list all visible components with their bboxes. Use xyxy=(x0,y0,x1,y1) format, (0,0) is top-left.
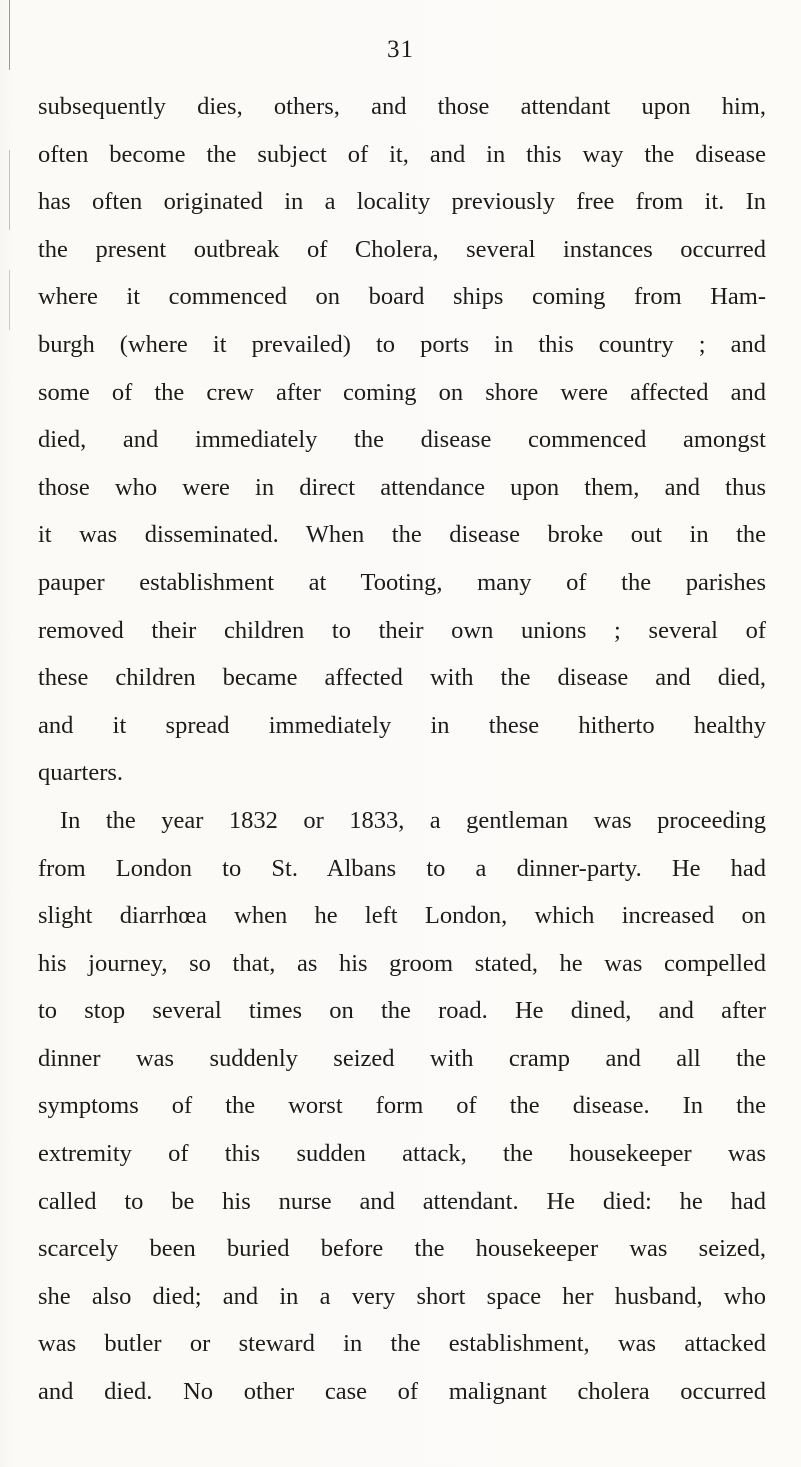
text-line: was butler or steward in the establishment, was attacked xyxy=(38,1330,766,1358)
paragraph-end-line: quarters. xyxy=(38,759,124,787)
text-line: scarcely been buried before the housekeeper was seized, xyxy=(38,1235,766,1263)
text-line: and died. No other case of malignant cholera occurred xyxy=(38,1378,766,1406)
text-line: those who were in direct attendance upon them, and thus xyxy=(38,473,766,501)
text-line: removed their children to their own unions ; several of xyxy=(38,616,766,644)
text-line: subsequently dies, others, and those attendant upon him, xyxy=(38,93,766,120)
text-line: died, and immediately the disease commenced amongst xyxy=(38,426,766,454)
text-line: extremity of this sudden attack, the housekeeper was xyxy=(38,1140,766,1168)
paragraph-start-line: In the year 1832 or 1833, a gentleman was proceeding xyxy=(60,806,766,834)
binding-edge-line xyxy=(9,150,10,230)
text-line: slight diarrhœa when he left London, which increased on xyxy=(38,902,766,930)
text-line: dinner was suddenly seized with cramp and all the xyxy=(38,1044,766,1072)
text-line: pauper establishment at Tooting, many of the parishes xyxy=(38,568,766,596)
text-line: she also died; and in a very short space her husband, who xyxy=(38,1282,766,1310)
text-line: burgh (where it prevailed) to ports in this country ; and xyxy=(38,330,766,358)
text-line: often become the subject of it, and in this way the disease xyxy=(38,140,766,168)
text-line: to stop several times on the road. He dined, and after xyxy=(38,997,766,1025)
binding-edge-line xyxy=(9,270,10,330)
text-line: where it commenced on board ships coming from Ham- xyxy=(38,283,766,311)
text-line: called to be his nurse and attendant. He died: he had xyxy=(38,1187,766,1215)
text-line: the present outbreak of Cholera, several instances occurred xyxy=(38,235,766,263)
body-text xyxy=(38,83,766,1416)
text-line: these children became affected with the disease and died, xyxy=(38,664,766,692)
page-number: 31 xyxy=(387,36,414,63)
text-line: some of the crew after coming on shore were affected and xyxy=(38,378,766,406)
text-line: his journey, so that, as his groom stated, he was compelled xyxy=(38,949,766,977)
text-line: symptoms of the worst form of the disease. In the xyxy=(38,1092,766,1120)
text-line: has often originated in a locality previously free from it. In xyxy=(38,188,766,216)
text-line: it was disseminated. When the disease broke out in the xyxy=(38,521,766,549)
text-line: and it spread immediately in these hitherto healthy xyxy=(38,711,766,739)
text-line: from London to St. Albans to a dinner-party. He had xyxy=(38,854,766,882)
